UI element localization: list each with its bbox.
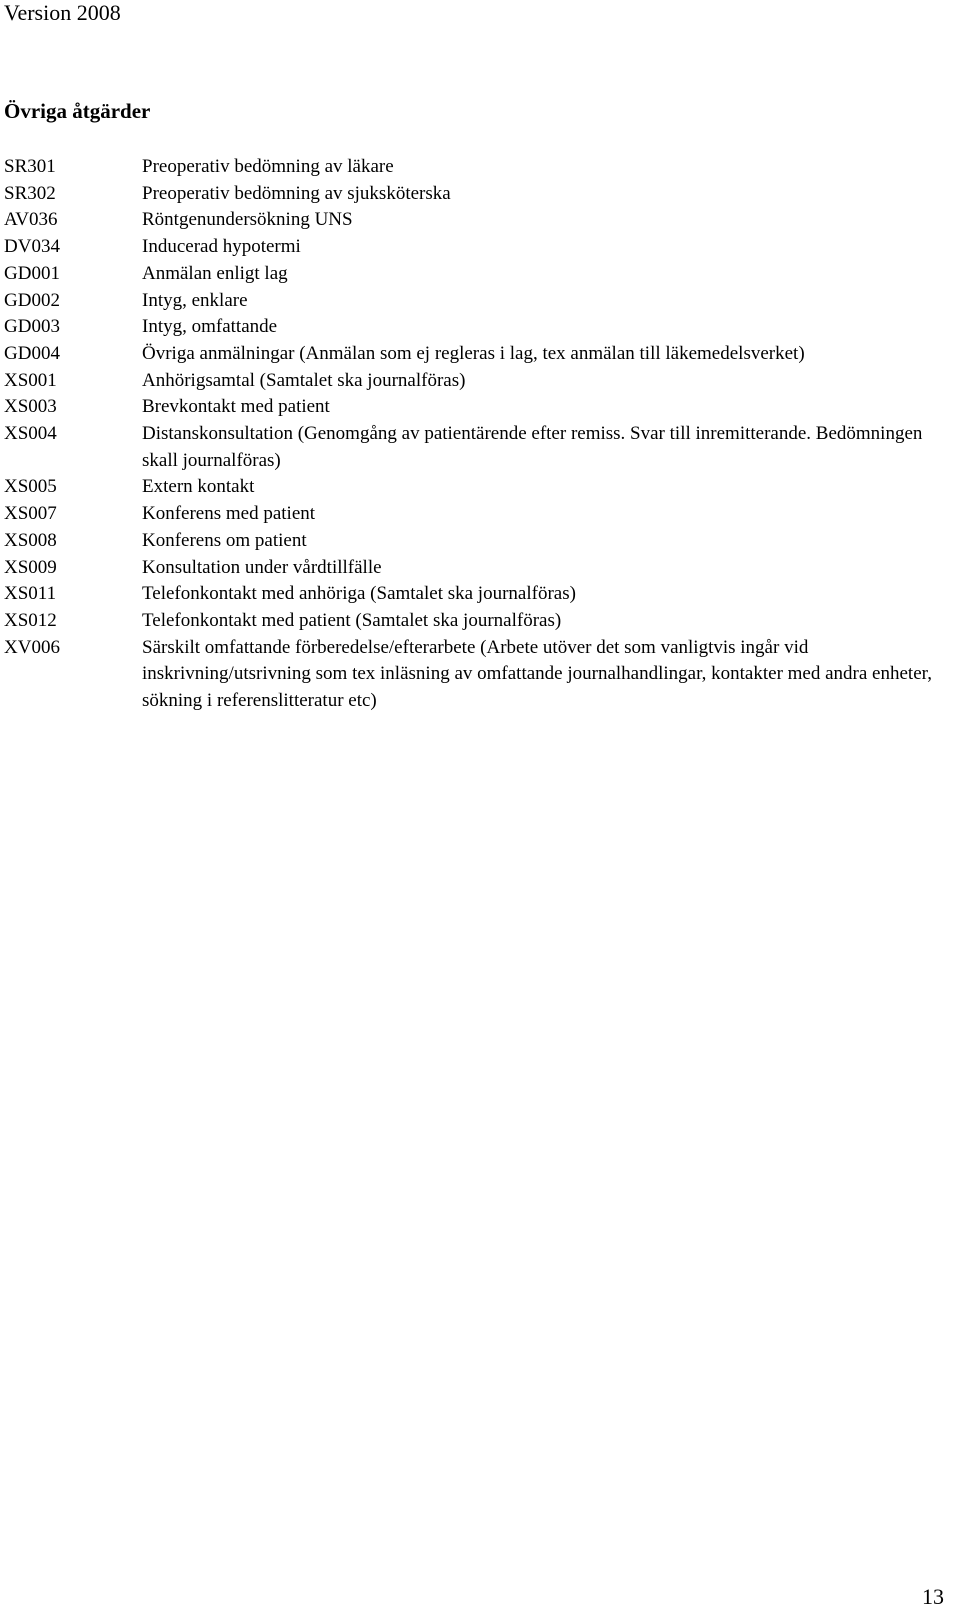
row-code: DV034	[4, 236, 60, 258]
row-description: Brevkontakt med patient	[142, 396, 330, 418]
row-code: AV036	[4, 209, 58, 231]
row-description: Konsultation under vårdtillfälle	[142, 556, 382, 578]
table-row	[4, 555, 944, 582]
table-row	[4, 261, 944, 288]
row-code: SR302	[4, 182, 56, 204]
row-code: XS011	[4, 583, 57, 605]
table-row	[4, 314, 944, 341]
table-row	[4, 181, 944, 208]
row-code: GD002	[4, 289, 60, 311]
table-row	[4, 635, 944, 715]
row-description: Konferens om patient	[142, 529, 307, 551]
table-row	[4, 368, 944, 395]
table-row	[4, 154, 944, 181]
table-row	[4, 394, 944, 421]
table-row	[4, 581, 944, 608]
section-title: Övriga åtgärder	[4, 99, 151, 123]
row-code: XS012	[4, 609, 57, 631]
row-description: Intyg, enklare	[142, 289, 248, 311]
table-row	[4, 528, 944, 555]
row-code: GD001	[4, 262, 60, 284]
table-row	[4, 288, 944, 315]
row-description: Inducerad hypotermi	[142, 236, 301, 258]
row-code: XV006	[4, 636, 60, 658]
row-code: XS008	[4, 529, 57, 551]
row-description: Preoperativ bedömning av sjuksköterska	[142, 182, 451, 204]
row-code: SR301	[4, 156, 56, 177]
row-description: Särskilt omfattande förberedelse/efterarbete (Arbete utöver det som vanligtvis ingår vid inskrivning/utsrivning som tex inläsning av omfattande journalhandlingar, kontakter med andra enheter, sökning i referenslitteratur etc)	[142, 636, 932, 712]
row-description: Anhörigsamtal (Samtalet ska journalföras)	[142, 369, 466, 391]
table-row	[4, 341, 944, 368]
code-table	[4, 154, 944, 715]
row-description: Distanskonsultation (Genomgång av patientärende efter remiss. Svar till inremitterande. Bedömningen skall journalföras)	[142, 423, 923, 471]
row-code: XS009	[4, 556, 57, 578]
row-code: GD004	[4, 342, 60, 364]
row-description: Röntgenundersökning UNS	[142, 209, 353, 231]
table-row	[4, 234, 944, 261]
version-label: Version 2008	[4, 0, 121, 25]
row-description: Intyg, omfattande	[142, 316, 278, 338]
row-description: Telefonkontakt med anhöriga (Samtalet ska journalföras)	[142, 583, 576, 605]
row-description: Konferens med patient	[142, 503, 316, 525]
row-description: Preoperativ bedömning av läkare	[142, 156, 394, 177]
row-description: Telefonkontakt med patient (Samtalet ska journalföras)	[142, 609, 562, 631]
table-row	[4, 474, 944, 501]
row-code: GD003	[4, 316, 60, 338]
row-description: Anmälan enligt lag	[142, 262, 288, 284]
row-code: XS001	[4, 369, 57, 391]
table-row	[4, 421, 944, 474]
row-code: XS007	[4, 503, 57, 525]
page-number: 13	[922, 1584, 944, 1609]
table-row	[4, 608, 944, 635]
row-description: Extern kontakt	[142, 476, 255, 498]
row-code: XS003	[4, 396, 57, 418]
row-description: Övriga anmälningar (Anmälan som ej regleras i lag, tex anmälan till läkemedelsverket)	[142, 342, 805, 364]
row-code: XS004	[4, 423, 57, 445]
table-row	[4, 207, 944, 234]
table-row	[4, 501, 944, 528]
row-code: XS005	[4, 476, 57, 498]
